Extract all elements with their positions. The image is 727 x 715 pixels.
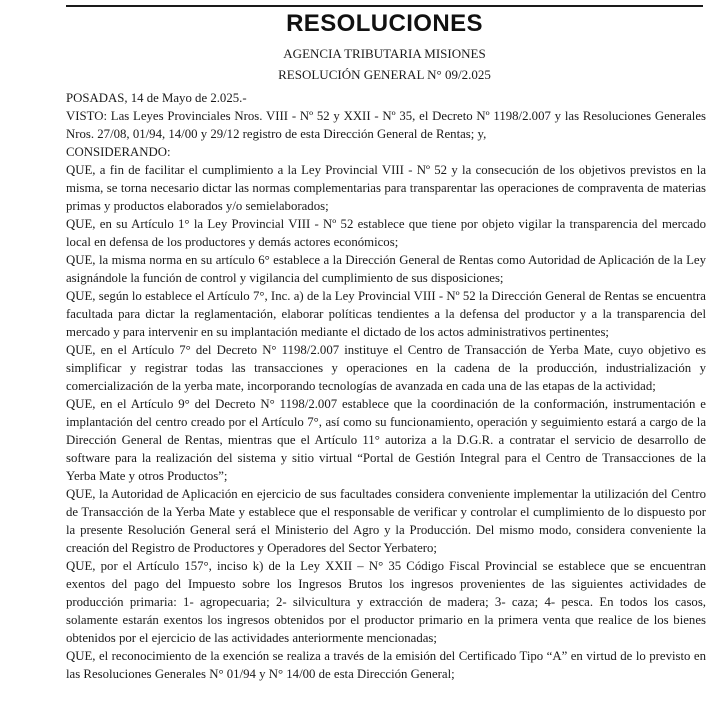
section-title: RESOLUCIONES: [286, 10, 483, 37]
considerando-paragraph: QUE, por el Artículo 157°, inciso k) de la Ley XXII – N° 35 Código Fiscal Provincial se establece que se encuentran exentos del pago del Impuesto sobre los Ingresos Brutos los ingresos provenientes de las siguientes actividades de producción primaria: 1- agropecuaria; 2- silvicultura y extracción de madera; 3- caza; 4- pesca. En todos los casos, solamente estarán exentos los ingresos obtenidos por el productor primario en la primera venta que realice de los bienes obtenidos por el ejercicio de las actividades anteriormente mencionadas;: [66, 559, 706, 645]
agency-name: AGENCIA TRIBUTARIA MISIONES: [283, 46, 486, 61]
resolution-number: RESOLUCIÓN GENERAL N° 09/2.025: [278, 67, 491, 82]
considerando-paragraph: QUE, la misma norma en su artículo 6° establece a la Dirección General de Rentas como Autoridad de Aplicación de la Ley asignándole la función de control y vigilancia del cumplimiento de sus disposiciones;: [66, 253, 706, 285]
considerando-paragraph: QUE, la Autoridad de Aplicación en ejercicio de sus facultades considera conveniente implementar la utilización del Centro de Transacción de la Yerba Mate y establece que el responsable de verificar y controlar el cumplimiento de lo dispuesto por la presente Resolución General será el Ministerio del Agro y la Producción. Del mismo modo, considera conveniente la creación del Registro de Productores y Operadores del Sector Yerbatero;: [66, 487, 706, 555]
header-rule: [66, 5, 703, 7]
date-line: POSADAS, 14 de Mayo de 2.025.-: [66, 91, 247, 105]
considerando-paragraph: QUE, en su Artículo 1° la Ley Provincial VIII - Nº 52 establece que tiene por objeto vigilar la transparencia del mercado local en defensa de los productores y demás actores económicos;: [66, 217, 706, 249]
considerando-paragraph: QUE, a fin de facilitar el cumplimiento a la Ley Provincial VIII - Nº 52 y la consecución de los objetivos previstos en la misma, se torna necesario dictar las normas complementarias para transparentar las operaciones de compraventa de materias primas y productos elaborados y/o semielaborados;: [66, 163, 706, 213]
considerando-paragraph: QUE, en el Artículo 9° del Decreto N° 1198/2.007 establece que la coordinación de la conformación, instrumentación e implantación del centro creado por el Artículo 7°, así como su funcionamiento, operación y seguimiento estará a cargo de la Dirección General de Rentas, mientras que el Artículo 11° autoriza a la D.G.R. a contratar el servicio de desarrollo de software para la realización del sistema y sitio virtual “Portal de Gestión Integral para el Centro de Transacciones de la Yerba Mate y otros Productos”;: [66, 397, 706, 483]
visto-paragraph: VISTO: Las Leyes Provinciales Nros. VIII - Nº 52 y XXII - Nº 35, el Decreto Nº 1198/2.007 y las Resoluciones Generales Nros. 27/08, 01/94, 14/00 y 29/12 registro de esta Dirección General de Rentas; y,: [66, 109, 706, 141]
considerando-paragraph: QUE, el reconocimiento de la exención se realiza a través de la emisión del Certificado Tipo “A” en virtud de lo previsto en las Resoluciones Generales N° 01/94 y N° 14/00 de esta Dirección General;: [66, 649, 706, 681]
considerando-paragraph: QUE, según lo establece el Artículo 7°, Inc. a) de la Ley Provincial VIII - Nº 52 la Dirección General de Rentas se encuentra facultada para dictar la reglamentación, elaborar políticas tendientes a la defensa del productor y a la transparencia del mercado y para intervenir en su implantación mediante el dictado de los actos administrativos pertinentes;: [66, 289, 706, 339]
resolution-body: [66, 89, 706, 683]
considerando-paragraph: QUE, en el Artículo 7° del Decreto N° 1198/2.007 instituye el Centro de Transacción de Yerba Mate, cuyo objetivo es simplificar y registrar todas las transacciones y operaciones en la cadena de la producción, industrialización y comercialización de la yerba mate, incorporando tecnologías de avanzada en cada una de las etapas de la actividad;: [66, 343, 706, 393]
considerando-heading: CONSIDERANDO:: [66, 145, 171, 159]
